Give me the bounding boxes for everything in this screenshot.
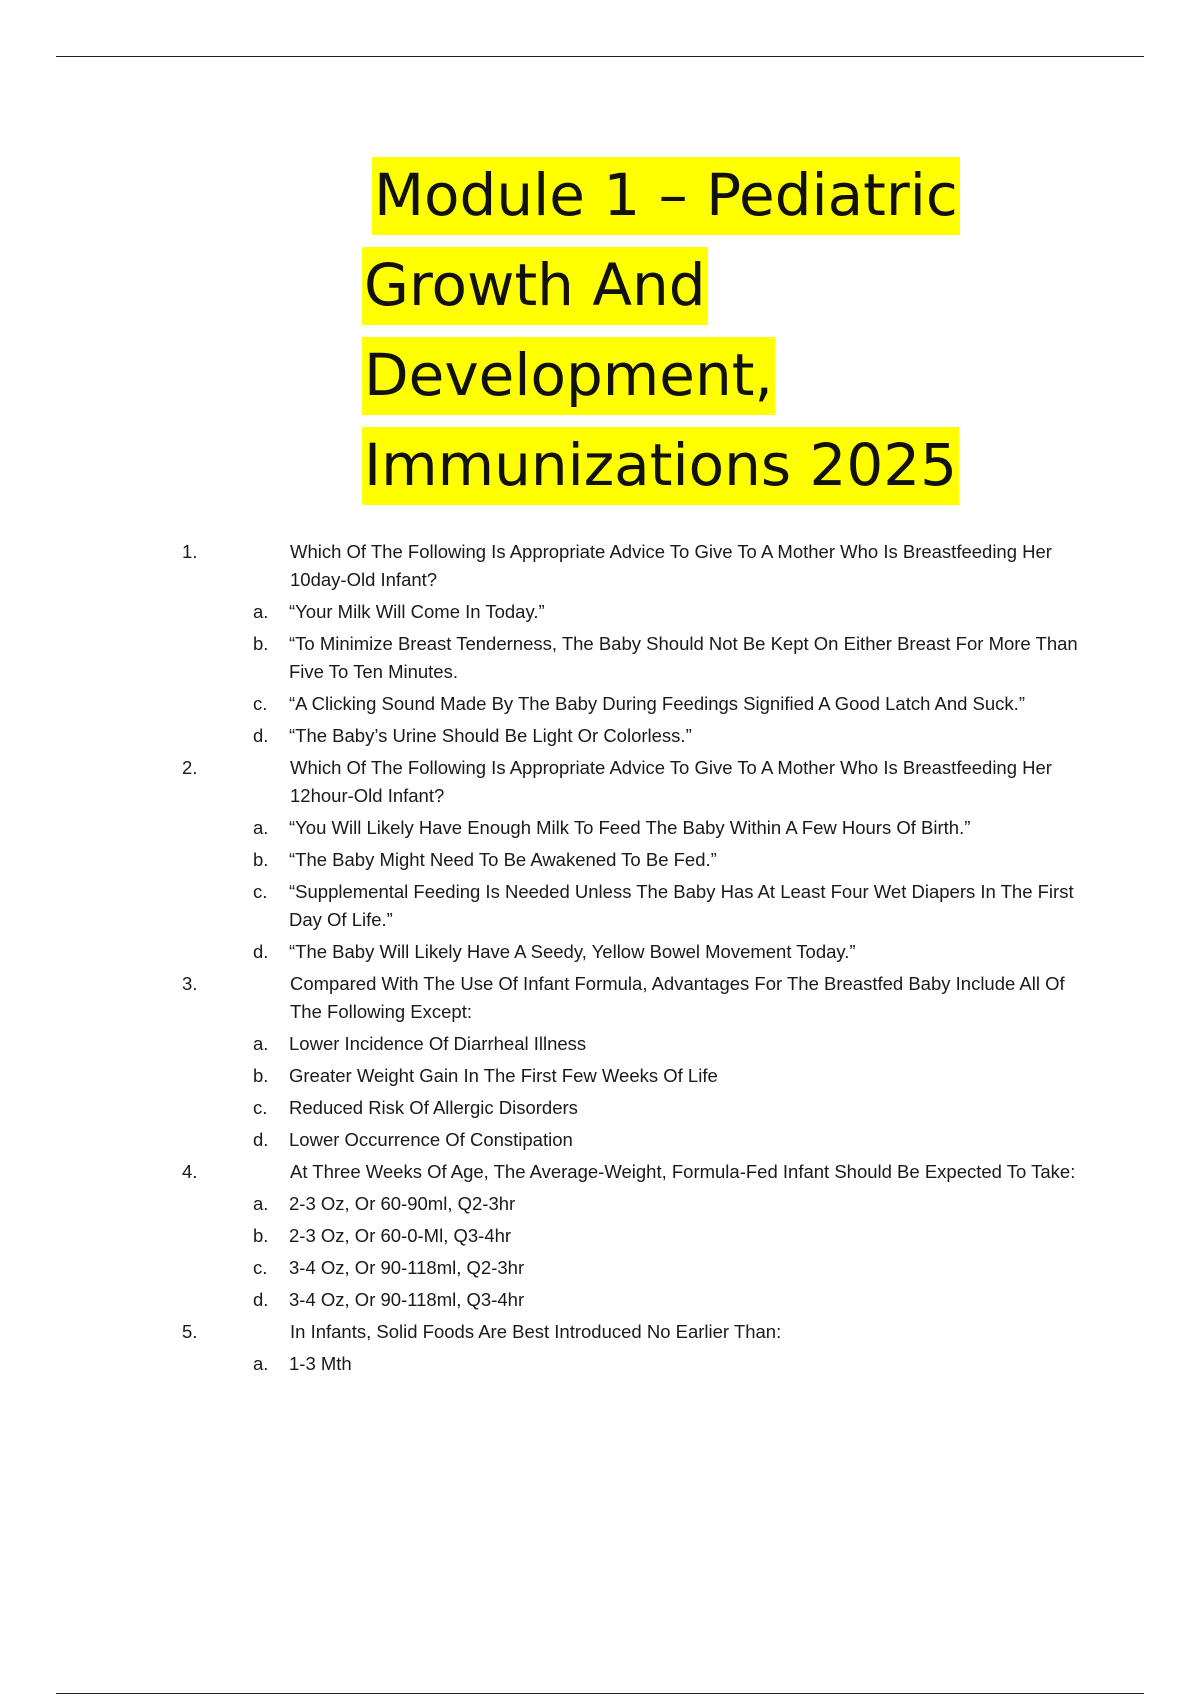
- option-text: “The Baby’s Urine Should Be Light Or Colorless.”: [289, 725, 692, 746]
- option: [0, 722, 1200, 750]
- option-text: 2-3 Oz, Or 60-0-Ml, Q3-4hr: [289, 1225, 512, 1246]
- question-2: [0, 754, 1200, 810]
- option-letter: c.: [253, 1097, 268, 1118]
- question-text: Compared With The Use Of Infant Formula, Advantages For The Breastfed Baby Include All Of The Following Except:: [290, 973, 1065, 1022]
- question-number: 3.: [182, 973, 198, 994]
- question-5: [0, 1318, 1200, 1346]
- document-title: [362, 150, 1002, 510]
- option-letter: b.: [253, 1225, 269, 1246]
- option-text: Greater Weight Gain In The First Few Weeks Of Life: [289, 1065, 718, 1086]
- option: [0, 1062, 1200, 1090]
- question-1: [0, 538, 1200, 594]
- option-letter: b.: [253, 1065, 269, 1086]
- option-letter: b.: [253, 633, 269, 654]
- option: [0, 814, 1200, 842]
- question-list: [0, 534, 1200, 1378]
- question-text: Which Of The Following Is Appropriate Advice To Give To A Mother Who Is Breastfeeding Her 12hour-Old Infant?: [290, 757, 1052, 806]
- question-text: Which Of The Following Is Appropriate Advice To Give To A Mother Who Is Breastfeeding Her 10day-Old Infant?: [290, 541, 1052, 590]
- option-letter: c.: [253, 881, 268, 902]
- option-letter: a.: [253, 1033, 269, 1054]
- option-text: Lower Occurrence Of Constipation: [289, 1129, 573, 1150]
- option-text: 3-4 Oz, Or 90-118ml, Q2-3hr: [289, 1257, 525, 1278]
- option: [0, 598, 1200, 626]
- title-line: Immunizations 2025: [362, 420, 1002, 510]
- question-4: [0, 1158, 1200, 1186]
- option: [0, 1126, 1200, 1154]
- question-number: 5.: [182, 1321, 198, 1342]
- title-line: Development,: [362, 330, 1002, 420]
- option-letter: c.: [253, 693, 268, 714]
- option-letter: a.: [253, 817, 269, 838]
- option: [0, 1190, 1200, 1218]
- bottom-rule: [56, 1693, 1144, 1694]
- option-text: 3-4 Oz, Or 90-118ml, Q3-4hr: [289, 1289, 525, 1310]
- option-letter: d.: [253, 941, 269, 962]
- option: [0, 1094, 1200, 1122]
- option: [0, 1286, 1200, 1314]
- option-letter: d.: [253, 1129, 269, 1150]
- option-text: 2-3 Oz, Or 60-90ml, Q2-3hr: [289, 1193, 516, 1214]
- question-3: [0, 970, 1200, 1026]
- question-number: 4.: [182, 1161, 198, 1182]
- option: [0, 938, 1200, 966]
- option: [0, 630, 1200, 686]
- top-rule: [56, 56, 1144, 57]
- title-line: Module 1 – Pediatric: [362, 150, 1002, 240]
- option-letter: c.: [253, 1257, 268, 1278]
- option-letter: b.: [253, 849, 269, 870]
- option-text: “The Baby Will Likely Have A Seedy, Yellow Bowel Movement Today.”: [289, 941, 856, 962]
- option-text: 1-3 Mth: [289, 1353, 352, 1374]
- option-text: Reduced Risk Of Allergic Disorders: [289, 1097, 578, 1118]
- option-text: “To Minimize Breast Tenderness, The Baby Should Not Be Kept On Either Breast For More Than Five To Ten Minutes.: [289, 633, 1078, 682]
- option: [0, 1254, 1200, 1282]
- option-text: “A Clicking Sound Made By The Baby During Feedings Signified A Good Latch And Suck.”: [289, 693, 1025, 714]
- title-line: Growth And: [362, 240, 1002, 330]
- option-text: “Your Milk Will Come In Today.”: [289, 601, 545, 622]
- option: [0, 690, 1200, 718]
- option: [0, 1222, 1200, 1250]
- option-letter: d.: [253, 725, 269, 746]
- question-number: 1.: [182, 541, 198, 562]
- option: [0, 846, 1200, 874]
- option-letter: a.: [253, 1193, 269, 1214]
- question-text: In Infants, Solid Foods Are Best Introduced No Earlier Than:: [290, 1321, 782, 1342]
- option-letter: d.: [253, 1289, 269, 1310]
- option-text: “Supplemental Feeding Is Needed Unless The Baby Has At Least Four Wet Diapers In The First Day Of Life.”: [289, 881, 1074, 930]
- option: [0, 878, 1200, 934]
- question-text: At Three Weeks Of Age, The Average-Weight, Formula-Fed Infant Should Be Expected To Take:: [290, 1161, 1076, 1182]
- option: [0, 1030, 1200, 1058]
- option-letter: a.: [253, 601, 269, 622]
- option: [0, 1350, 1200, 1378]
- option-letter: a.: [253, 1353, 269, 1374]
- question-number: 2.: [182, 757, 198, 778]
- option-text: “You Will Likely Have Enough Milk To Feed The Baby Within A Few Hours Of Birth.”: [289, 817, 971, 838]
- option-text: “The Baby Might Need To Be Awakened To Be Fed.”: [289, 849, 717, 870]
- option-text: Lower Incidence Of Diarrheal Illness: [289, 1033, 587, 1054]
